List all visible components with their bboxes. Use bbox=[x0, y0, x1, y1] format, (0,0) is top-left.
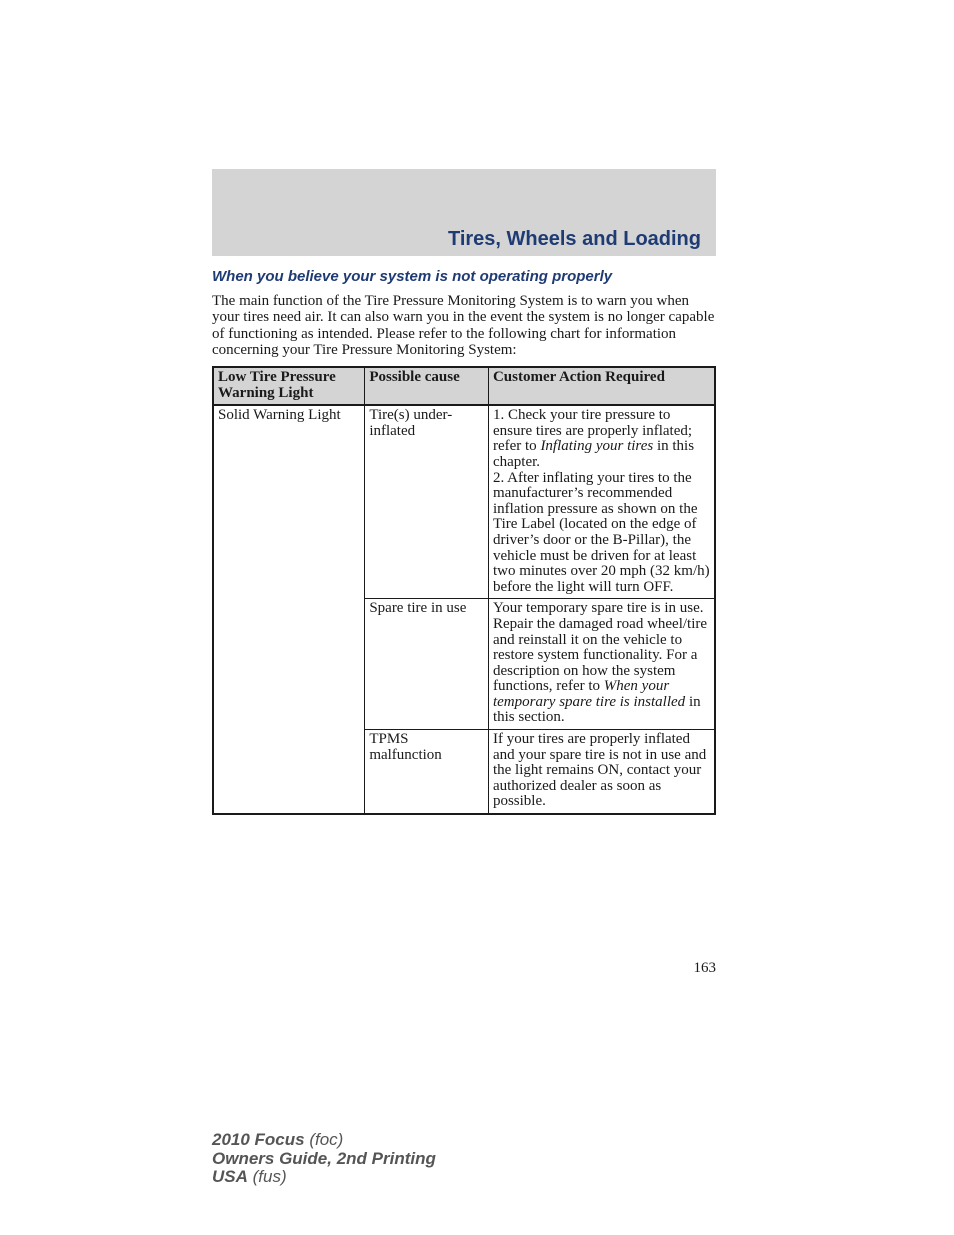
cause-cell: Spare tire in use bbox=[365, 599, 489, 730]
footer-market-code: (fus) bbox=[247, 1167, 287, 1186]
header-possible-cause: Possible cause bbox=[365, 367, 489, 405]
action-step-2: 2. After inflating your tires to the manufacturer’s recommended inflation pressure as shown on the Tire Label (located on the edge of driver’s door or the B-Pillar), the vehicle must be driven for at least two minutes over 20 mph (32 km/h) before the light will turn OFF. bbox=[492, 469, 710, 595]
cause-cell: TPMS malfunction bbox=[365, 730, 489, 814]
header-warning-light: Low Tire Pressure Warning Light bbox=[213, 367, 365, 405]
action-text: 1. Check your tire pressure to ensure tires are properly inflated; refer to bbox=[492, 407, 693, 455]
cross-reference: When your temporary spare tire is installed bbox=[492, 678, 686, 710]
chapter-title: Tires, Wheels and Loading bbox=[447, 228, 701, 250]
tpms-troubleshooting-table bbox=[212, 366, 716, 815]
warning-light-cell: Solid Warning Light bbox=[213, 405, 365, 814]
action-text: in this chapter. bbox=[492, 438, 695, 470]
footer-line-3 bbox=[212, 1168, 436, 1187]
cross-reference: Inflating your tires bbox=[540, 438, 654, 455]
cause-cell: Tire(s) under-inflated bbox=[365, 405, 489, 599]
intro-paragraph: The main function of the Tire Pressure Monitoring System is to warn you when your tires need air. It can also warn you in the event the system is no longer capable of functioning as intended. Please refer to the following chart for information concerning your Tire Pressure Monitoring System: bbox=[212, 293, 715, 358]
section-heading: When you believe your system is not operating properly bbox=[212, 268, 613, 285]
document-footer bbox=[212, 1131, 436, 1187]
footer-line-2: Owners Guide, 2nd Printing bbox=[212, 1148, 436, 1168]
action-cell bbox=[488, 405, 715, 599]
footer-model: 2010 Focus bbox=[212, 1130, 305, 1149]
table-row bbox=[213, 405, 715, 599]
action-cell bbox=[488, 599, 715, 730]
footer-line-1 bbox=[212, 1131, 436, 1150]
action-text: in this section. bbox=[492, 693, 701, 726]
action-text: Your temporary spare tire is in use. Repair the damaged road wheel/tire and reinstall it on the vehicle to restore system functionality. For a description on how the system functions, refer to bbox=[492, 600, 708, 695]
chapter-header-band bbox=[212, 169, 716, 256]
page-number: 163 bbox=[693, 960, 716, 976]
table-header-row bbox=[213, 367, 715, 405]
footer-market: USA bbox=[212, 1167, 248, 1186]
action-cell: If your tires are properly inflated and your spare tire is not in use and the light remains ON, contact your authorized dealer as soon as possible. bbox=[488, 730, 715, 814]
footer-model-code: (foc) bbox=[304, 1130, 344, 1149]
header-customer-action: Customer Action Required bbox=[488, 367, 715, 405]
